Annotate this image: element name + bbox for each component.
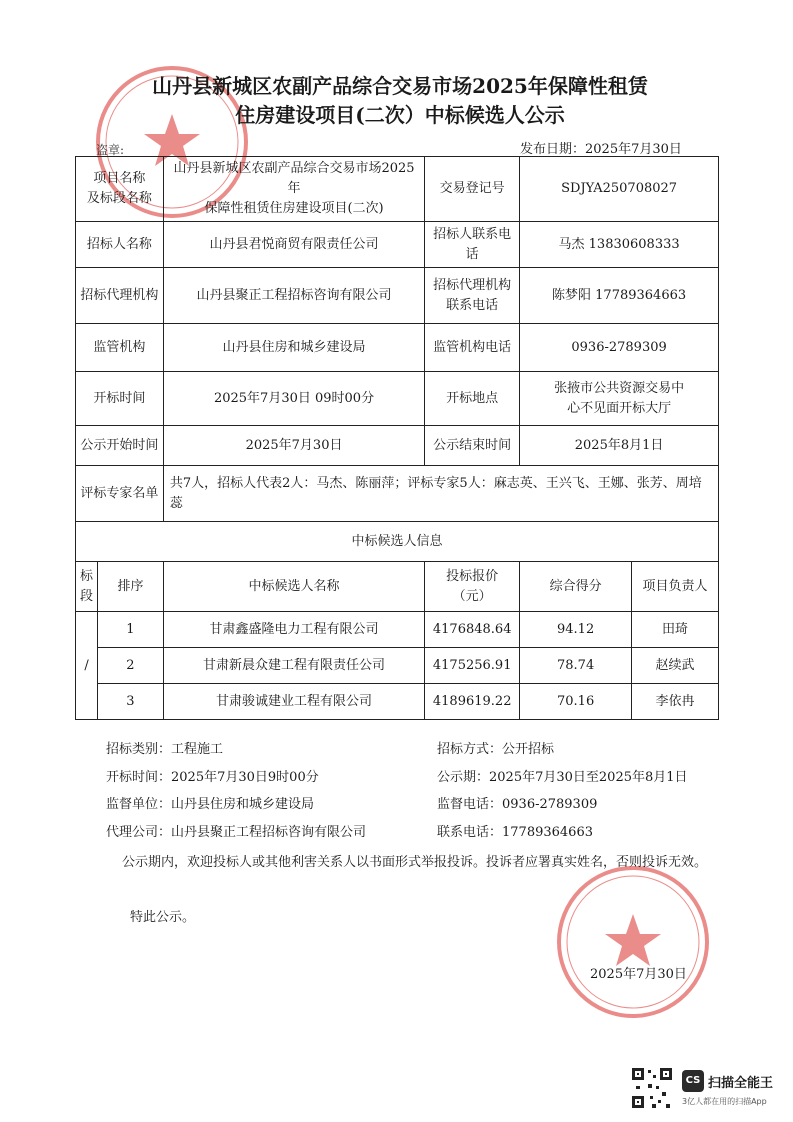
table-row — [76, 648, 719, 684]
tenderer-value: 山丹县君悦商贸有限责任公司 — [163, 222, 424, 268]
supervisor-phone-label: 监管机构电话 — [425, 324, 520, 372]
tenderer-phone-label: 招标人联系电话 — [425, 222, 520, 268]
footer-supervisor-phone: 监督电话：0936-2789309 — [437, 797, 598, 812]
supervisor-label: 监管机构 — [76, 324, 164, 372]
registration-no-label: 交易登记号 — [425, 157, 520, 222]
candidate-name: 甘肃鑫盛隆电力工程有限公司 — [163, 612, 424, 648]
footer-supervisor: 监督单位：山丹县住房和城乡建设局 — [106, 797, 315, 812]
open-place-value: 张掖市公共资源交易中 心不见面开标大厅 — [520, 372, 719, 426]
section-value: / — [76, 612, 98, 720]
signature-date: 2025年7月30日 — [590, 967, 687, 982]
candidate-manager: 田琦 — [632, 612, 719, 648]
candidate-score: 70.16 — [520, 684, 632, 720]
registration-no-value: SDJYA250708027 — [520, 157, 719, 222]
publish-date: 发布日期：2025年7月30日 — [520, 142, 682, 157]
candidate-rank: 1 — [98, 612, 164, 648]
scanner-tagline: 3亿人都在用的扫描App — [682, 1097, 767, 1106]
footer-open-time: 开标时间：2025年7月30日9时00分 — [106, 770, 319, 785]
candidate-price: 4176848.64 — [425, 612, 520, 648]
title-line-2: 住房建设项目(二次）中标候选人公示 — [235, 103, 565, 127]
notice-start-label: 公示开始时间 — [76, 426, 164, 466]
open-time-label: 开标时间 — [76, 372, 164, 426]
candidate-rank: 3 — [98, 684, 164, 720]
table-row — [76, 612, 719, 648]
agency-label: 招标代理机构 — [76, 268, 164, 324]
scanner-app-name: 扫描全能王 — [708, 1076, 774, 1091]
candidate-manager: 赵续武 — [632, 648, 719, 684]
header-section: 标段 — [76, 562, 98, 612]
document-title — [60, 72, 740, 130]
footer-agency: 代理公司：山丹县聚正工程招标咨询有限公司 — [106, 825, 367, 840]
experts-label: 评标专家名单 — [76, 466, 164, 522]
candidate-price: 4175256.91 — [425, 648, 520, 684]
open-place-label: 开标地点 — [425, 372, 520, 426]
announcement-table — [75, 156, 719, 720]
notice-end-label: 公示结束时间 — [425, 426, 520, 466]
project-name-label: 项目名称 及标段名称 — [76, 157, 164, 222]
header-candidate-name: 中标候选人名称 — [163, 562, 424, 612]
notice-start-value: 2025年7月30日 — [163, 426, 424, 466]
title-line-1: 山丹县新城区农副产品综合交易市场2025年保障性租赁 — [152, 74, 648, 98]
header-manager: 项目负责人 — [632, 562, 719, 612]
complaint-notice: 公示期内，欢迎投标人或其他利害关系人以书面形式举报投诉。投诉者应署真实姓名，否则投诉无效。 — [122, 855, 708, 870]
candidate-manager: 李依冉 — [632, 684, 719, 720]
camscanner-logo-icon: CS — [682, 1070, 704, 1092]
tenderer-phone-value: 马杰 13830608333 — [520, 222, 719, 268]
agency-value: 山丹县聚正工程招标咨询有限公司 — [163, 268, 424, 324]
header-rank: 排序 — [98, 562, 164, 612]
header-score: 综合得分 — [520, 562, 632, 612]
candidate-name: 甘肃骏诚建业工程有限公司 — [163, 684, 424, 720]
qr-code-icon — [630, 1066, 674, 1110]
candidate-score: 78.74 — [520, 648, 632, 684]
tenderer-label: 招标人名称 — [76, 222, 164, 268]
agency-seal-stamp — [553, 862, 713, 1022]
footer-agency-phone: 联系电话：17789364663 — [437, 825, 593, 840]
candidate-name: 甘肃新晨众建工程有限责任公司 — [163, 648, 424, 684]
candidate-score: 94.12 — [520, 612, 632, 648]
stamp-label: 盗章: — [96, 143, 125, 157]
supervisor-value: 山丹县住房和城乡建设局 — [163, 324, 424, 372]
scanner-watermark — [630, 1066, 780, 1110]
footer-category: 招标类别：工程施工 — [106, 742, 224, 757]
closing-text: 特此公示。 — [130, 910, 196, 925]
agency-phone-value: 陈梦阳 17789364663 — [520, 268, 719, 324]
header-bid-price: 投标报价 （元） — [425, 562, 520, 612]
footer-notice-period: 公示期：2025年7月30日至2025年8月1日 — [437, 770, 688, 785]
open-time-value: 2025年7月30日 09时00分 — [163, 372, 424, 426]
project-name-value: 山丹县新城区农副产品综合交易市场2025年 保障性租赁住房建设项目(二次) — [163, 157, 424, 222]
candidates-section-title: 中标候选人信息 — [76, 522, 719, 562]
agency-phone-label: 招标代理机构 联系电话 — [425, 268, 520, 324]
experts-value: 共7人，招标人代表2人：马杰、陈丽萍；评标专家5人：麻志英、王兴飞、王娜、张芳、周培蕊 — [163, 466, 718, 522]
supervisor-phone-value: 0936-2789309 — [520, 324, 719, 372]
notice-end-value: 2025年8月1日 — [520, 426, 719, 466]
footer-method: 招标方式：公开招标 — [437, 742, 555, 757]
candidate-price: 4189619.22 — [425, 684, 520, 720]
table-row — [76, 684, 719, 720]
candidate-rank: 2 — [98, 648, 164, 684]
